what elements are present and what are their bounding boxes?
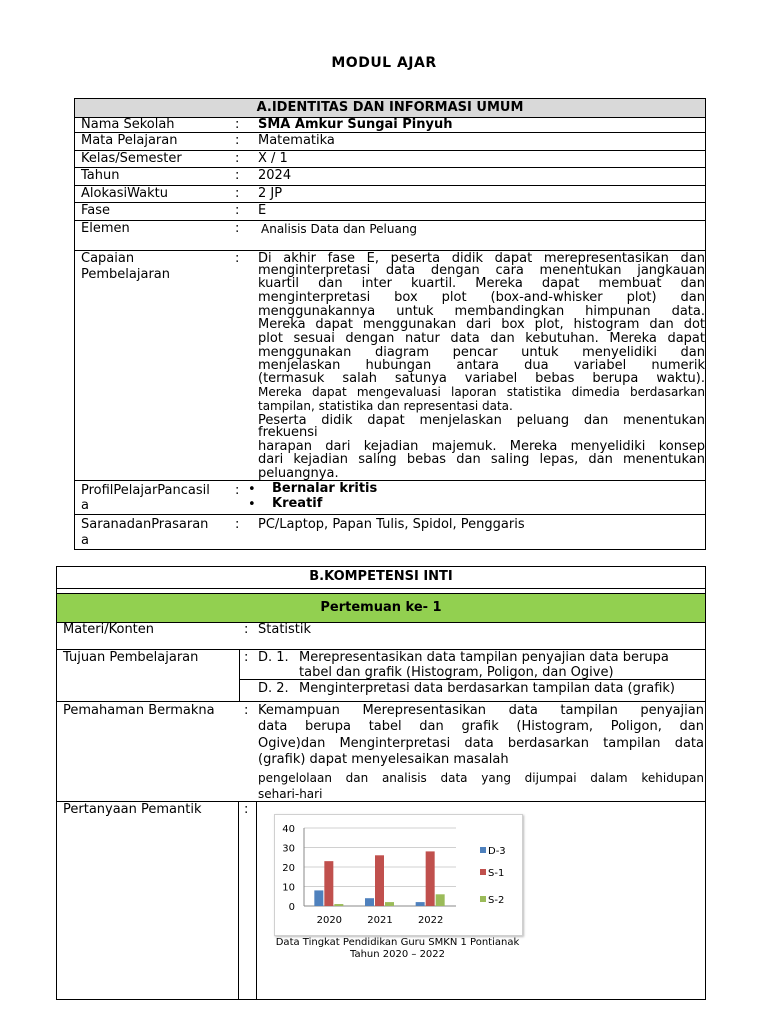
x-tick-label: 2020 (316, 915, 343, 926)
capaian-line: tampilan, statistika dan representasi data. (258, 399, 513, 413)
profil-label-1: ProfilPelajarPancasil (81, 483, 210, 498)
y-tick-label: 0 (288, 902, 295, 913)
capaian-line: menggunakan diagram pencar untuk menyelidiki dan (258, 345, 705, 360)
identity-value: Matematika (258, 133, 335, 148)
colon: : (235, 251, 240, 266)
divider (75, 167, 705, 168)
meeting-title: Pertemuan ke- 1 (320, 600, 442, 615)
y-tick-label: 40 (282, 824, 295, 835)
legend-label: S-2 (488, 895, 505, 906)
identity-value: SMA Amkur Sungai Pinyuh (258, 117, 453, 132)
pemahaman-line: Kemampuan Merepresentasikan data tampilan penyajian (258, 703, 704, 718)
colon: : (235, 203, 240, 218)
capaian-line: menginterpretasi data dengan cara menentukan jangkauan (258, 263, 705, 278)
identity-label: Kelas/Semester (81, 151, 182, 166)
legend-label: S-1 (488, 868, 505, 879)
x-tick-label: 2022 (417, 915, 444, 926)
divider (75, 220, 705, 221)
pemahaman-line: (grafik) dapat menyelesaikan masalah (258, 752, 509, 767)
identity-value: Analisis Data dan Peluang (261, 222, 418, 236)
divider (75, 185, 705, 186)
capaian-line: dari kejadian saling bebas dan saling lepas, dan menentukan (258, 452, 705, 467)
y-tick-label: 30 (282, 843, 295, 855)
capaian-line: harapan dari kejadian majemuk. Mereka menyelidiki konsep (258, 439, 705, 454)
divider (75, 202, 705, 203)
divider (75, 480, 705, 481)
identity-label: Nama Sekolah (81, 117, 175, 132)
y-tick-label: 10 (282, 882, 295, 894)
colon: : (244, 703, 249, 718)
bullet-icon: • (248, 497, 256, 512)
pemahaman-label: Pemahaman Bermakna (63, 703, 215, 718)
divider (57, 588, 705, 589)
tujuan-text-1a: Merepresentasikan data tampilan penyajian data berupa (299, 650, 669, 665)
chart-caption-2: Tahun 2020 – 2022 (349, 949, 446, 960)
divider (256, 801, 257, 999)
pemahaman-line: Ogive)dan Menginterpretasi data berdasarkan tampilan data (258, 736, 704, 751)
capaian-line: (termasuk salah satunya variabel bebas berupa waktu). (258, 371, 705, 386)
capaian-line: Di akhir fase E, peserta didik dapat merepresentasikan dan (258, 251, 705, 266)
profil-label-2: a (81, 498, 89, 513)
pemahaman-line: data berupa tabel dan grafik (Histogram, Poligon, dan (258, 719, 704, 734)
document-title: MODUL AJAR (331, 55, 437, 71)
colon: : (235, 221, 240, 236)
capaian-line: menjelaskan hubungan antara dua variabel numerik (258, 358, 705, 373)
chart-caption-1: Data Tingkat Pendidikan Guru SMKN 1 Pontianak (275, 937, 520, 948)
materi-label: Materi/Konten (63, 622, 155, 637)
chart-frame (274, 814, 523, 936)
identity-header: A.IDENTITAS DAN INFORMASI UMUM (256, 100, 524, 115)
sarana-value: PC/Laptop, Papan Tulis, Spidol, Penggaris (258, 517, 525, 532)
tujuan-text-2: Menginterpretasi data berdasarkan tampilan data (grafik) (299, 681, 675, 696)
materi-value: Statistik (258, 622, 312, 637)
capaian-line: Peserta didik dapat menjelaskan peluang dan menentukan (258, 413, 705, 428)
colon: : (235, 168, 240, 183)
colon: : (244, 650, 249, 665)
capaian-line: kuartil dan inter kuartil. Mereka dapat membuat dan (258, 276, 705, 291)
capaian-line: Mereka dapat mengevaluasi laporan statistika dimedia berdasarkan (258, 385, 705, 399)
pertanyaan-label: Pertanyaan Pemantik (63, 802, 202, 817)
profil-item-2: Kreatif (272, 496, 323, 511)
pemahaman-line-small: sehari-hari (258, 787, 323, 801)
divider (57, 701, 705, 702)
divider (238, 801, 239, 999)
identity-label: AlokasiWaktu (81, 186, 168, 201)
capaian-line: frekuensi (258, 425, 318, 440)
colon: : (235, 517, 240, 532)
identity-label: Fase (81, 203, 111, 218)
divider (75, 514, 705, 515)
colon: : (235, 483, 240, 498)
profil-item-1: Bernalar kritis (272, 481, 378, 496)
divider (239, 649, 240, 701)
identity-value: X / 1 (258, 151, 288, 166)
colon: : (235, 151, 240, 166)
tujuan-label: Tujuan Pembelajaran (63, 650, 199, 665)
tujuan-text-1b: tabel dan grafik (Histogram, Poligon, dan Ogive) (299, 665, 614, 680)
competency-header: B.KOMPETENSI INTI (309, 569, 453, 584)
colon: : (235, 117, 240, 132)
legend-label: D-3 (488, 846, 506, 857)
identity-label: Elemen (81, 221, 130, 236)
colon: : (244, 802, 249, 817)
x-tick-label: 2021 (367, 915, 393, 926)
identity-value: 2024 (258, 168, 292, 183)
identity-label: Mata Pelajaran (81, 133, 178, 148)
capaian-line: Mereka dapat menggunakan dari box plot, histogram dan dot (258, 317, 705, 332)
capaian-line: menginterpretasi box plot (box-and-whisker plot) dan (258, 290, 705, 305)
y-tick-label: 20 (282, 863, 295, 874)
identity-value: 2 JP (258, 186, 283, 201)
capaian-line: plot sesuai dengan natur data dan kebutuhan. Mereka dapat (258, 331, 705, 346)
sarana-label-1: SaranadanPrasaran (81, 517, 209, 532)
capaian-label-1: Capaian (81, 251, 135, 266)
capaian-line: menggunakannya untuk membandingkan himpunan data. (258, 304, 705, 319)
pemahaman-line-small: pengelolaan dan analisis data yang dijumpai dalam kehidupan (258, 771, 704, 785)
identity-value: E (258, 203, 267, 218)
capaian-label-2: Pembelajaran (81, 267, 170, 282)
colon: : (235, 186, 240, 201)
sarana-label-2: a (81, 533, 89, 548)
identity-label: Tahun (81, 168, 120, 183)
colon: : (235, 133, 240, 148)
capaian-line: peluangnya. (258, 466, 339, 481)
colon: : (244, 622, 249, 637)
tujuan-code-1: D. 1. (258, 650, 289, 665)
tujuan-code-2: D. 2. (258, 681, 289, 696)
bullet-icon: • (248, 482, 256, 497)
